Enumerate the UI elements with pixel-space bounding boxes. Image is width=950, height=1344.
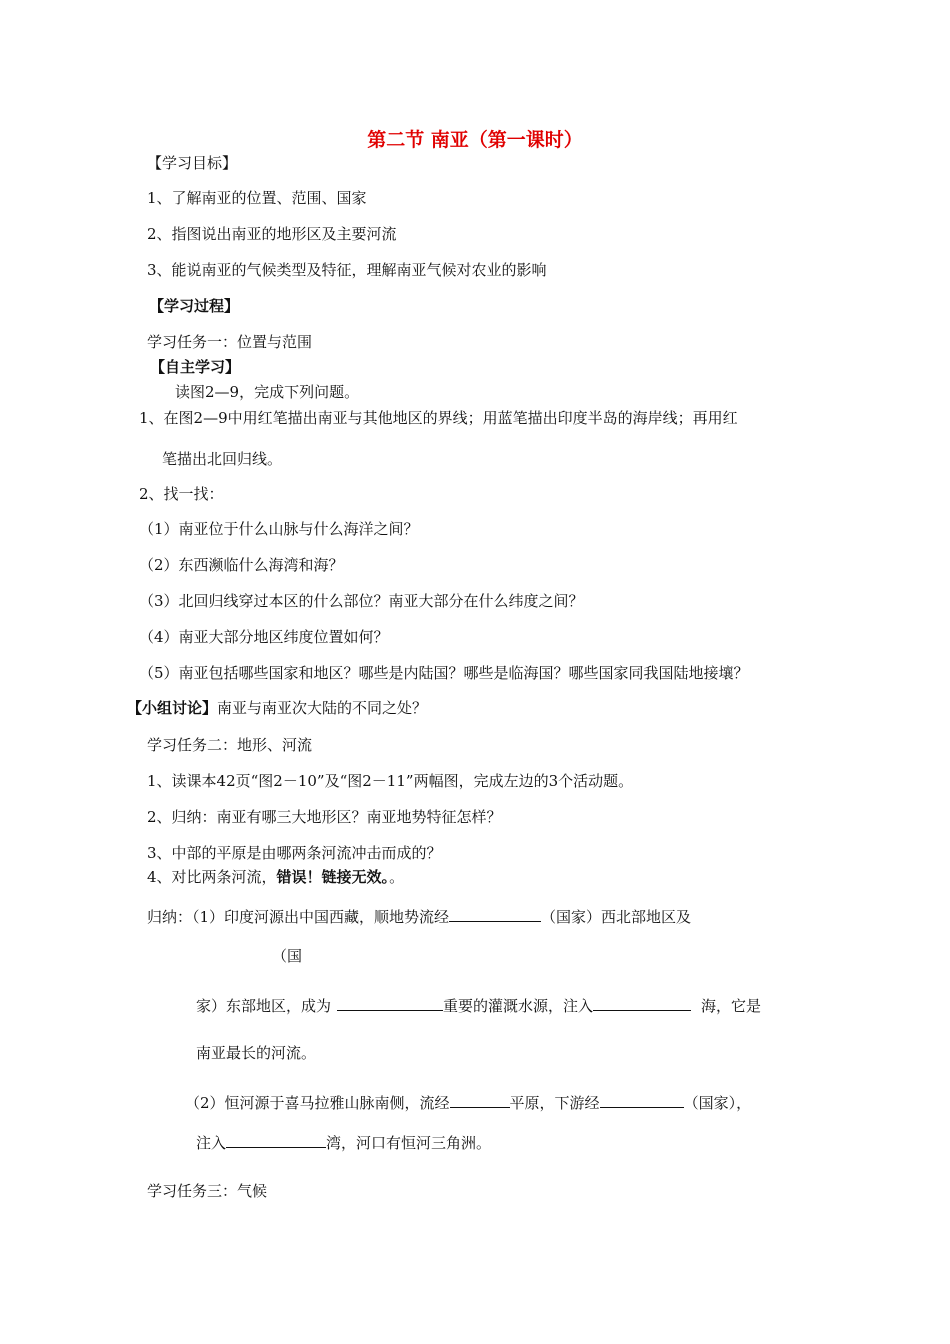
summary-text: 海，它是 [701, 997, 762, 1015]
summary-line-6 [196, 1132, 491, 1153]
self-study-heading: 【自主学习】 [150, 358, 241, 376]
task3-heading: 学习任务三：气候 [147, 1182, 268, 1200]
read-map-instruction: 读图2—9，完成下列问题。 [175, 383, 360, 401]
summary-text: （国家）西北部地区及 [541, 908, 692, 926]
item1-line1: 1、在图2—9中用红笔描出南亚与其他地区的界线；用蓝笔描出印度半岛的海岸线；再用红 [139, 409, 738, 427]
objective-1: 1、了解南亚的位置、范围、国家 [147, 189, 367, 207]
page-title: 第二节 南亚（第一课时） [367, 129, 583, 151]
group-discussion-label: 【小组讨论】 [127, 699, 218, 717]
summary-text: 归纳：（1）印度河源出中国西藏，顺地势流经 [147, 908, 450, 926]
summary-line-2: （国 [272, 947, 303, 965]
group-discussion [127, 698, 427, 718]
question-1: （1）南亚位于什么山脉与什么海洋之间？ [139, 520, 419, 538]
task2-item-1: 1、读课本42页“图2－10”及“图2－11”两幅图，完成左边的3个活动题。 [147, 772, 634, 790]
summary-text: 平原，下游经 [509, 1094, 600, 1112]
question-5: （5）南亚包括哪些国家和地区？哪些是内陆国？哪些是临海国？哪些国家同我国陆地接壤？ [139, 664, 749, 682]
fill-blank[interactable] [226, 1132, 326, 1148]
objective-3: 3、能说南亚的气候类型及特征，理解南亚气候对农业的影响 [147, 261, 547, 279]
task2-item-2: 2、归纳：南亚有哪三大地形区？南亚地势特征怎样？ [147, 808, 502, 826]
objectives-heading: 【学习目标】 [147, 154, 238, 172]
summary-text: （2）恒河源于喜马拉雅山脉南侧，流经 [185, 1094, 450, 1112]
item1-line2: 笔描出北回归线。 [162, 450, 283, 468]
objective-2: 2、指图说出南亚的地形区及主要河流 [147, 225, 397, 243]
fill-blank[interactable] [449, 906, 541, 922]
task2-item-4-suffix: 。 [389, 868, 405, 886]
item2-heading: 2、找一找： [139, 485, 224, 503]
fill-blank[interactable] [337, 995, 443, 1011]
task2-item-4 [147, 867, 404, 887]
fill-blank[interactable] [450, 1092, 510, 1108]
broken-link-error[interactable]: 错误！链接无效。 [276, 868, 390, 886]
question-4: （4）南亚大部分地区纬度位置如何？ [139, 628, 389, 646]
summary-line-1 [147, 906, 691, 927]
summary-line-4: 南亚最长的河流。 [196, 1044, 317, 1062]
question-2: （2）东西濒临什么海湾和海？ [139, 556, 344, 574]
summary-text: 家）东部地区，成为 [196, 997, 332, 1015]
summary-text: 注入 [196, 1134, 227, 1152]
summary-line-3 [196, 995, 761, 1016]
fill-blank[interactable] [600, 1092, 684, 1108]
summary-text: 湾，河口有恒河三角洲。 [326, 1134, 492, 1152]
task1-heading: 学习任务一：位置与范围 [147, 333, 313, 351]
task2-heading: 学习任务二：地形、河流 [147, 736, 313, 754]
process-heading: 【学习过程】 [149, 297, 240, 315]
group-discussion-text: 南亚与南亚次大陆的不同之处？ [217, 699, 428, 717]
summary-line-5 [185, 1092, 751, 1113]
summary-text: （国家）， [683, 1094, 752, 1112]
fill-blank[interactable] [593, 995, 691, 1011]
task2-item-4-prefix: 4、对比两条河流， [147, 868, 277, 886]
summary-text: 重要的灌溉水源，注入 [443, 997, 594, 1015]
task2-item-3: 3、中部的平原是由哪两条河流冲击而成的？ [147, 844, 442, 862]
question-3: （3）北回归线穿过本区的什么部位？南亚大部分在什么纬度之间？ [139, 592, 584, 610]
